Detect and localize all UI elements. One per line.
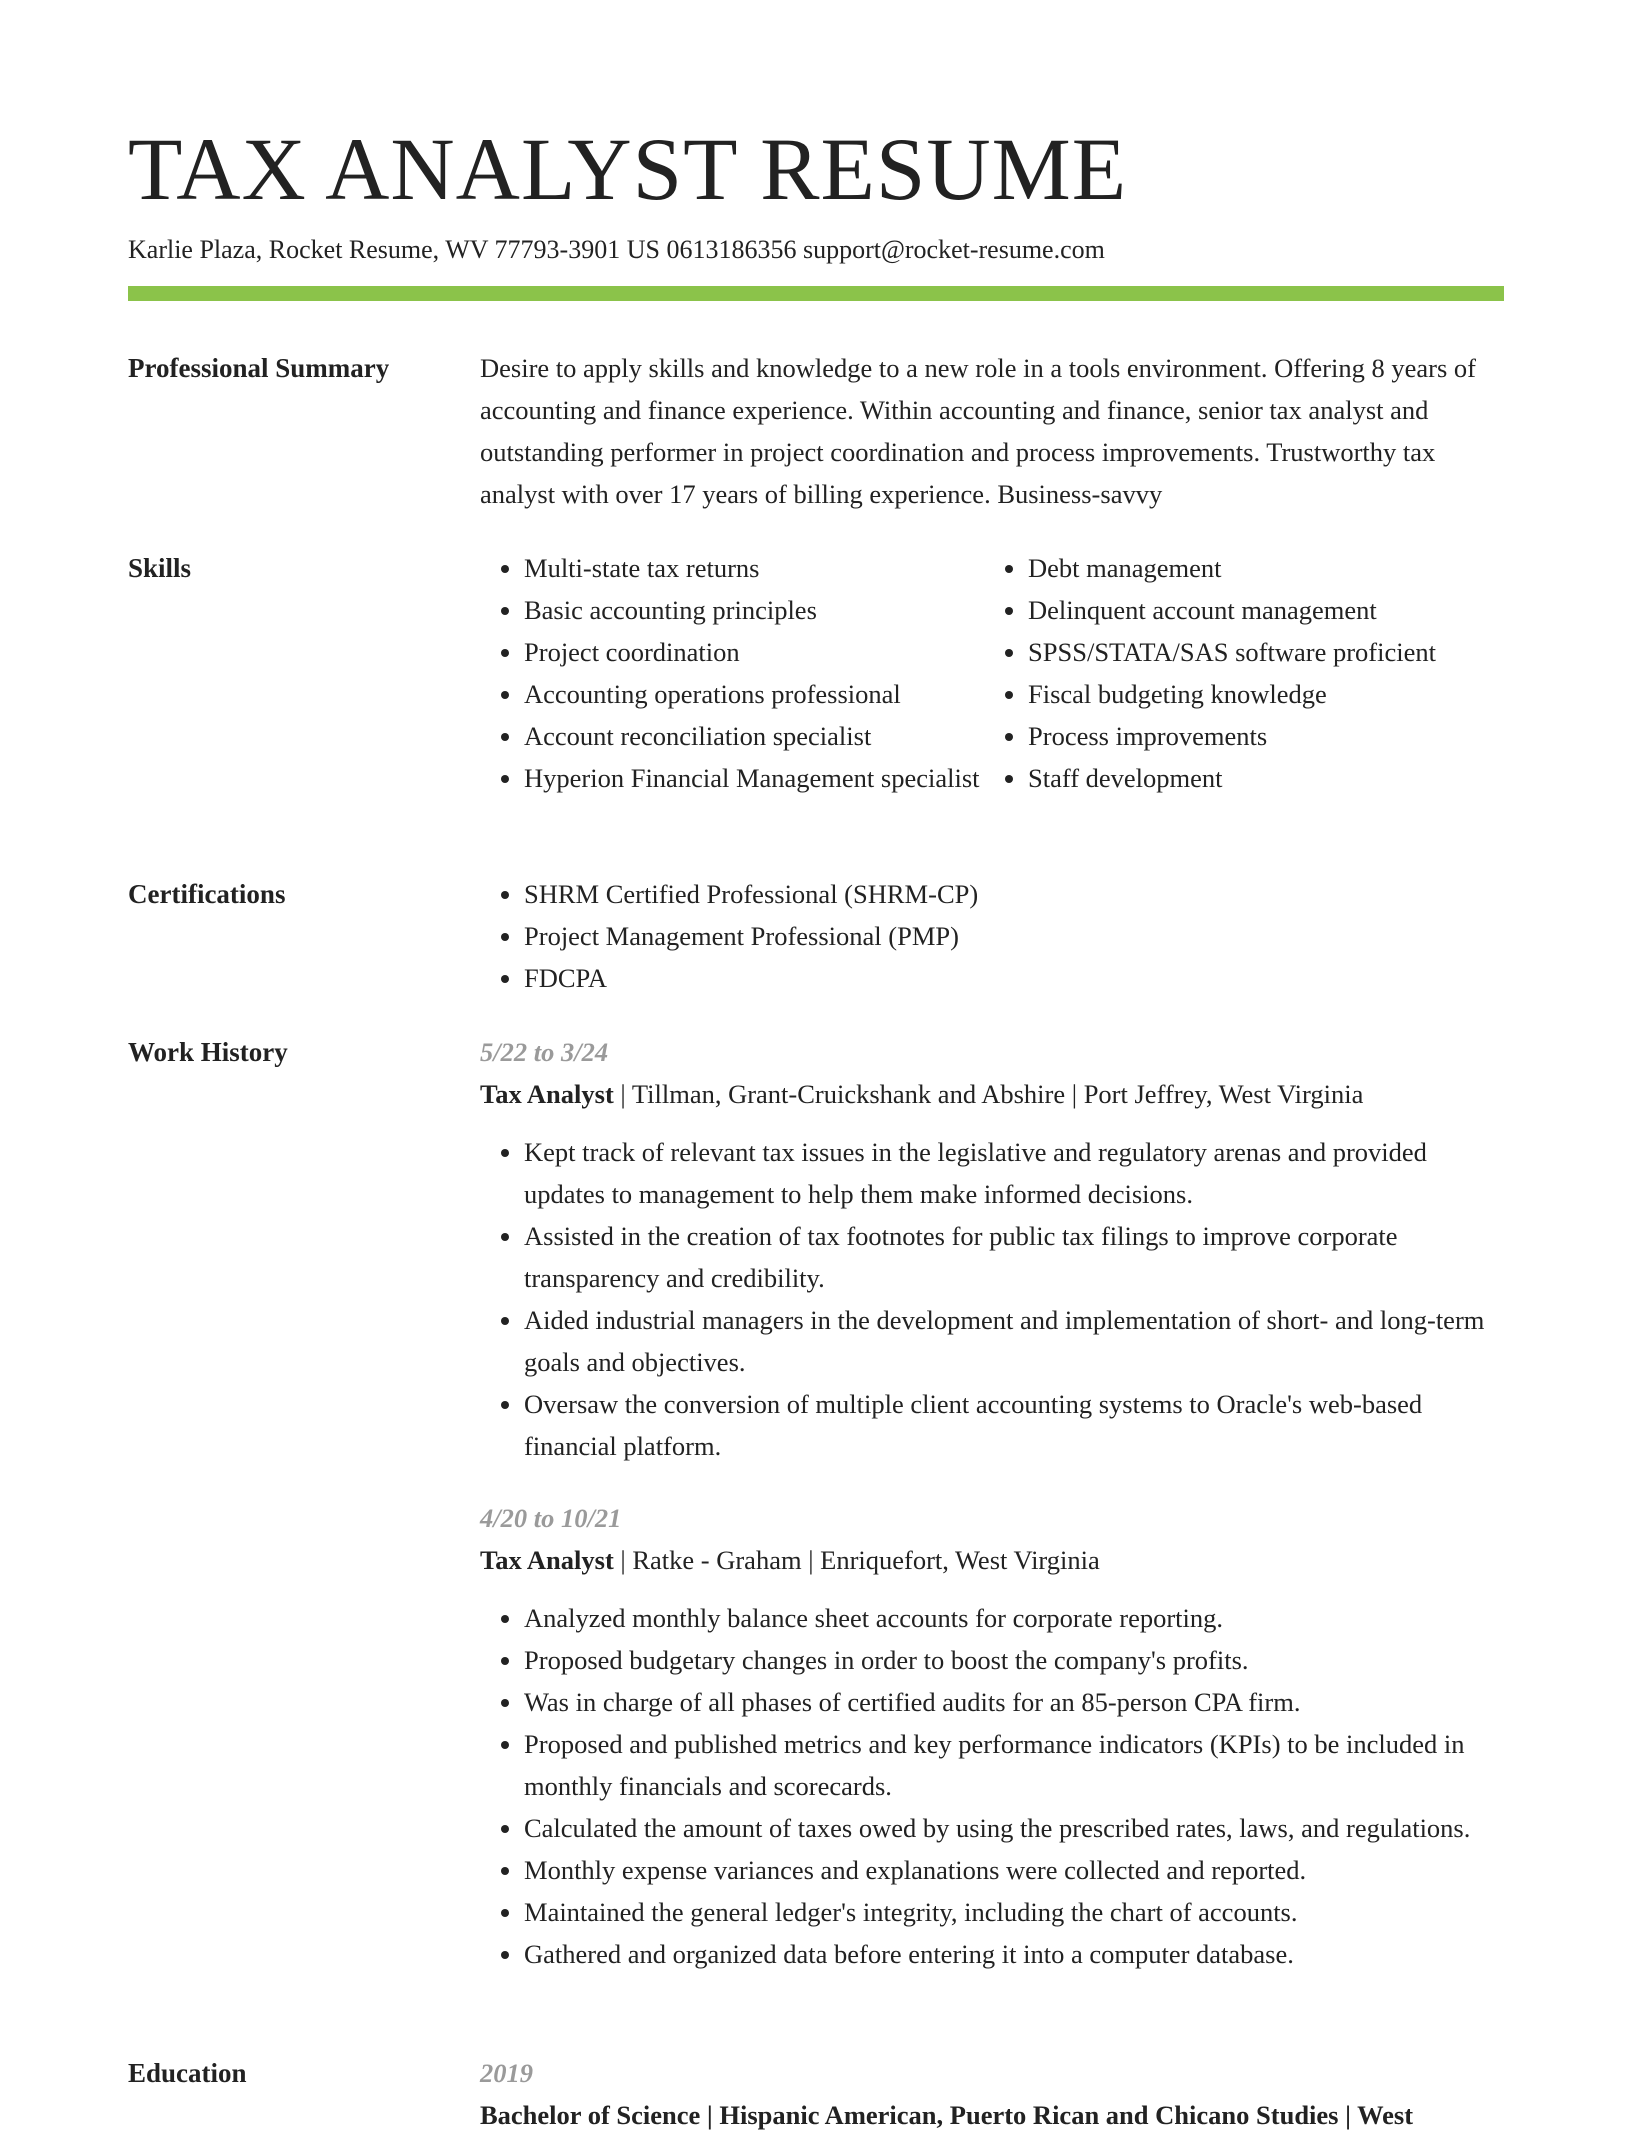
list-item: • Debt management [1028, 547, 1504, 589]
list-item: • Multi-state tax returns [524, 547, 984, 589]
job-dates: 5/22 to 3/24 [480, 1037, 609, 1067]
list-item: • Calculated the amount of taxes owed by using the prescribed rates, laws, and regulations. [524, 1807, 1504, 1849]
list-item: • Oversaw the conversion of multiple client accounting systems to Oracle's web-based financial platform. [524, 1383, 1504, 1467]
education-section [128, 2052, 1504, 2130]
list-item: • Hyperion Financial Management specialist [524, 757, 984, 799]
accent-divider [128, 286, 1504, 301]
resume-header [128, 118, 1504, 268]
resume-title: TAX ANALYST RESUME [128, 121, 1128, 219]
summary-section [128, 347, 1504, 517]
summary-heading: Professional Summary [128, 353, 390, 383]
list-item: • Gathered and organized data before entering it into a computer database. [524, 1933, 1504, 1975]
job-bullets [480, 1597, 1504, 1975]
contact-line: Karlie Plaza, Rocket Resume, WV 77793-3901 US 0613186356 support@rocket-resume.com [128, 235, 1105, 264]
list-item: • Account reconciliation specialist [524, 715, 984, 757]
education-heading: Education [128, 2058, 247, 2088]
list-item: • SPSS/STATA/SAS software proficient [1028, 631, 1504, 673]
job-title-line [480, 1073, 1504, 1115]
work-history-heading: Work History [128, 1037, 288, 1067]
list-item: • Monthly expense variances and explanations were collected and reported. [524, 1849, 1504, 1891]
job-entry [480, 1497, 1504, 1975]
work-history-section [128, 1031, 1504, 2021]
job-title-line [480, 1539, 1504, 1581]
list-item: • Proposed and published metrics and key performance indicators (KPIs) to be included in monthly financials and scorecards. [524, 1723, 1504, 1807]
summary-text: Desire to apply skills and knowledge to a new role in a tools environment. Offering 8 years of accounting and finance experience. Within accounting and finance, senior tax analyst and outstanding performer in project coordination and process improvements. Trustworthy tax analyst with over 17 years of billing experience. Business-savvy [480, 353, 1476, 509]
list-item: • Fiscal budgeting knowledge [1028, 673, 1504, 715]
certifications-list [480, 873, 1504, 999]
skills-heading: Skills [128, 553, 192, 583]
education-degree-line [480, 2094, 1504, 2136]
skills-column-1 [480, 547, 984, 799]
list-item: • Kept track of relevant tax issues in the legislative and regulatory arenas and provided updates to management to help them make informed decisions. [524, 1131, 1504, 1215]
list-item: • Delinquent account management [1028, 589, 1504, 631]
list-item: • Maintained the general ledger's integrity, including the chart of accounts. [524, 1891, 1504, 1933]
job-title: Tax Analyst [480, 1079, 614, 1109]
certifications-section [128, 873, 1504, 1003]
list-item: • SHRM Certified Professional (SHRM-CP) [524, 873, 1504, 915]
job-employer: | Ratke - Graham | Enriquefort, West Virginia [613, 1545, 1100, 1575]
list-item: • Staff development [1028, 757, 1504, 799]
list-item: • Project coordination [524, 631, 984, 673]
skills-section [128, 547, 1504, 847]
list-item: • Analyzed monthly balance sheet accounts for corporate reporting. [524, 1597, 1504, 1639]
job-bullets [480, 1131, 1504, 1467]
work-history-body [480, 1031, 1504, 1975]
list-item: • Basic accounting principles [524, 589, 984, 631]
education-body [480, 2052, 1504, 2136]
list-item: • Project Management Professional (PMP) [524, 915, 1504, 957]
certifications-body [480, 873, 1504, 999]
job-dates: 4/20 to 10/21 [480, 1503, 622, 1533]
job-title: Tax Analyst [480, 1545, 614, 1575]
list-item: • Assisted in the creation of tax footnotes for public tax filings to improve corporate transparency and credibility. [524, 1215, 1504, 1299]
education-degree: Bachelor of Science [480, 2100, 701, 2130]
education-date: 2019 [480, 2058, 533, 2088]
list-item: • Was in charge of all phases of certified audits for an 85-person CPA firm. [524, 1681, 1504, 1723]
certifications-heading: Certifications [128, 879, 286, 909]
skills-list [480, 547, 1504, 799]
skills-column-2 [984, 547, 1504, 799]
list-item: • FDCPA [524, 957, 1504, 999]
list-item: • Aided industrial managers in the development and implementation of short- and long-term goals and objectives. [524, 1299, 1504, 1383]
education-field: | Hispanic American, Puerto Rican and Chicano Studies | West [700, 2100, 1414, 2130]
list-item: • Proposed budgetary changes in order to boost the company's profits. [524, 1639, 1504, 1681]
list-item: • Accounting operations professional [524, 673, 984, 715]
job-entry [480, 1031, 1504, 1467]
job-employer: | Tillman, Grant-Cruickshank and Abshire | Port Jeffrey, West Virginia [613, 1079, 1364, 1109]
list-item: • Process improvements [1028, 715, 1504, 757]
